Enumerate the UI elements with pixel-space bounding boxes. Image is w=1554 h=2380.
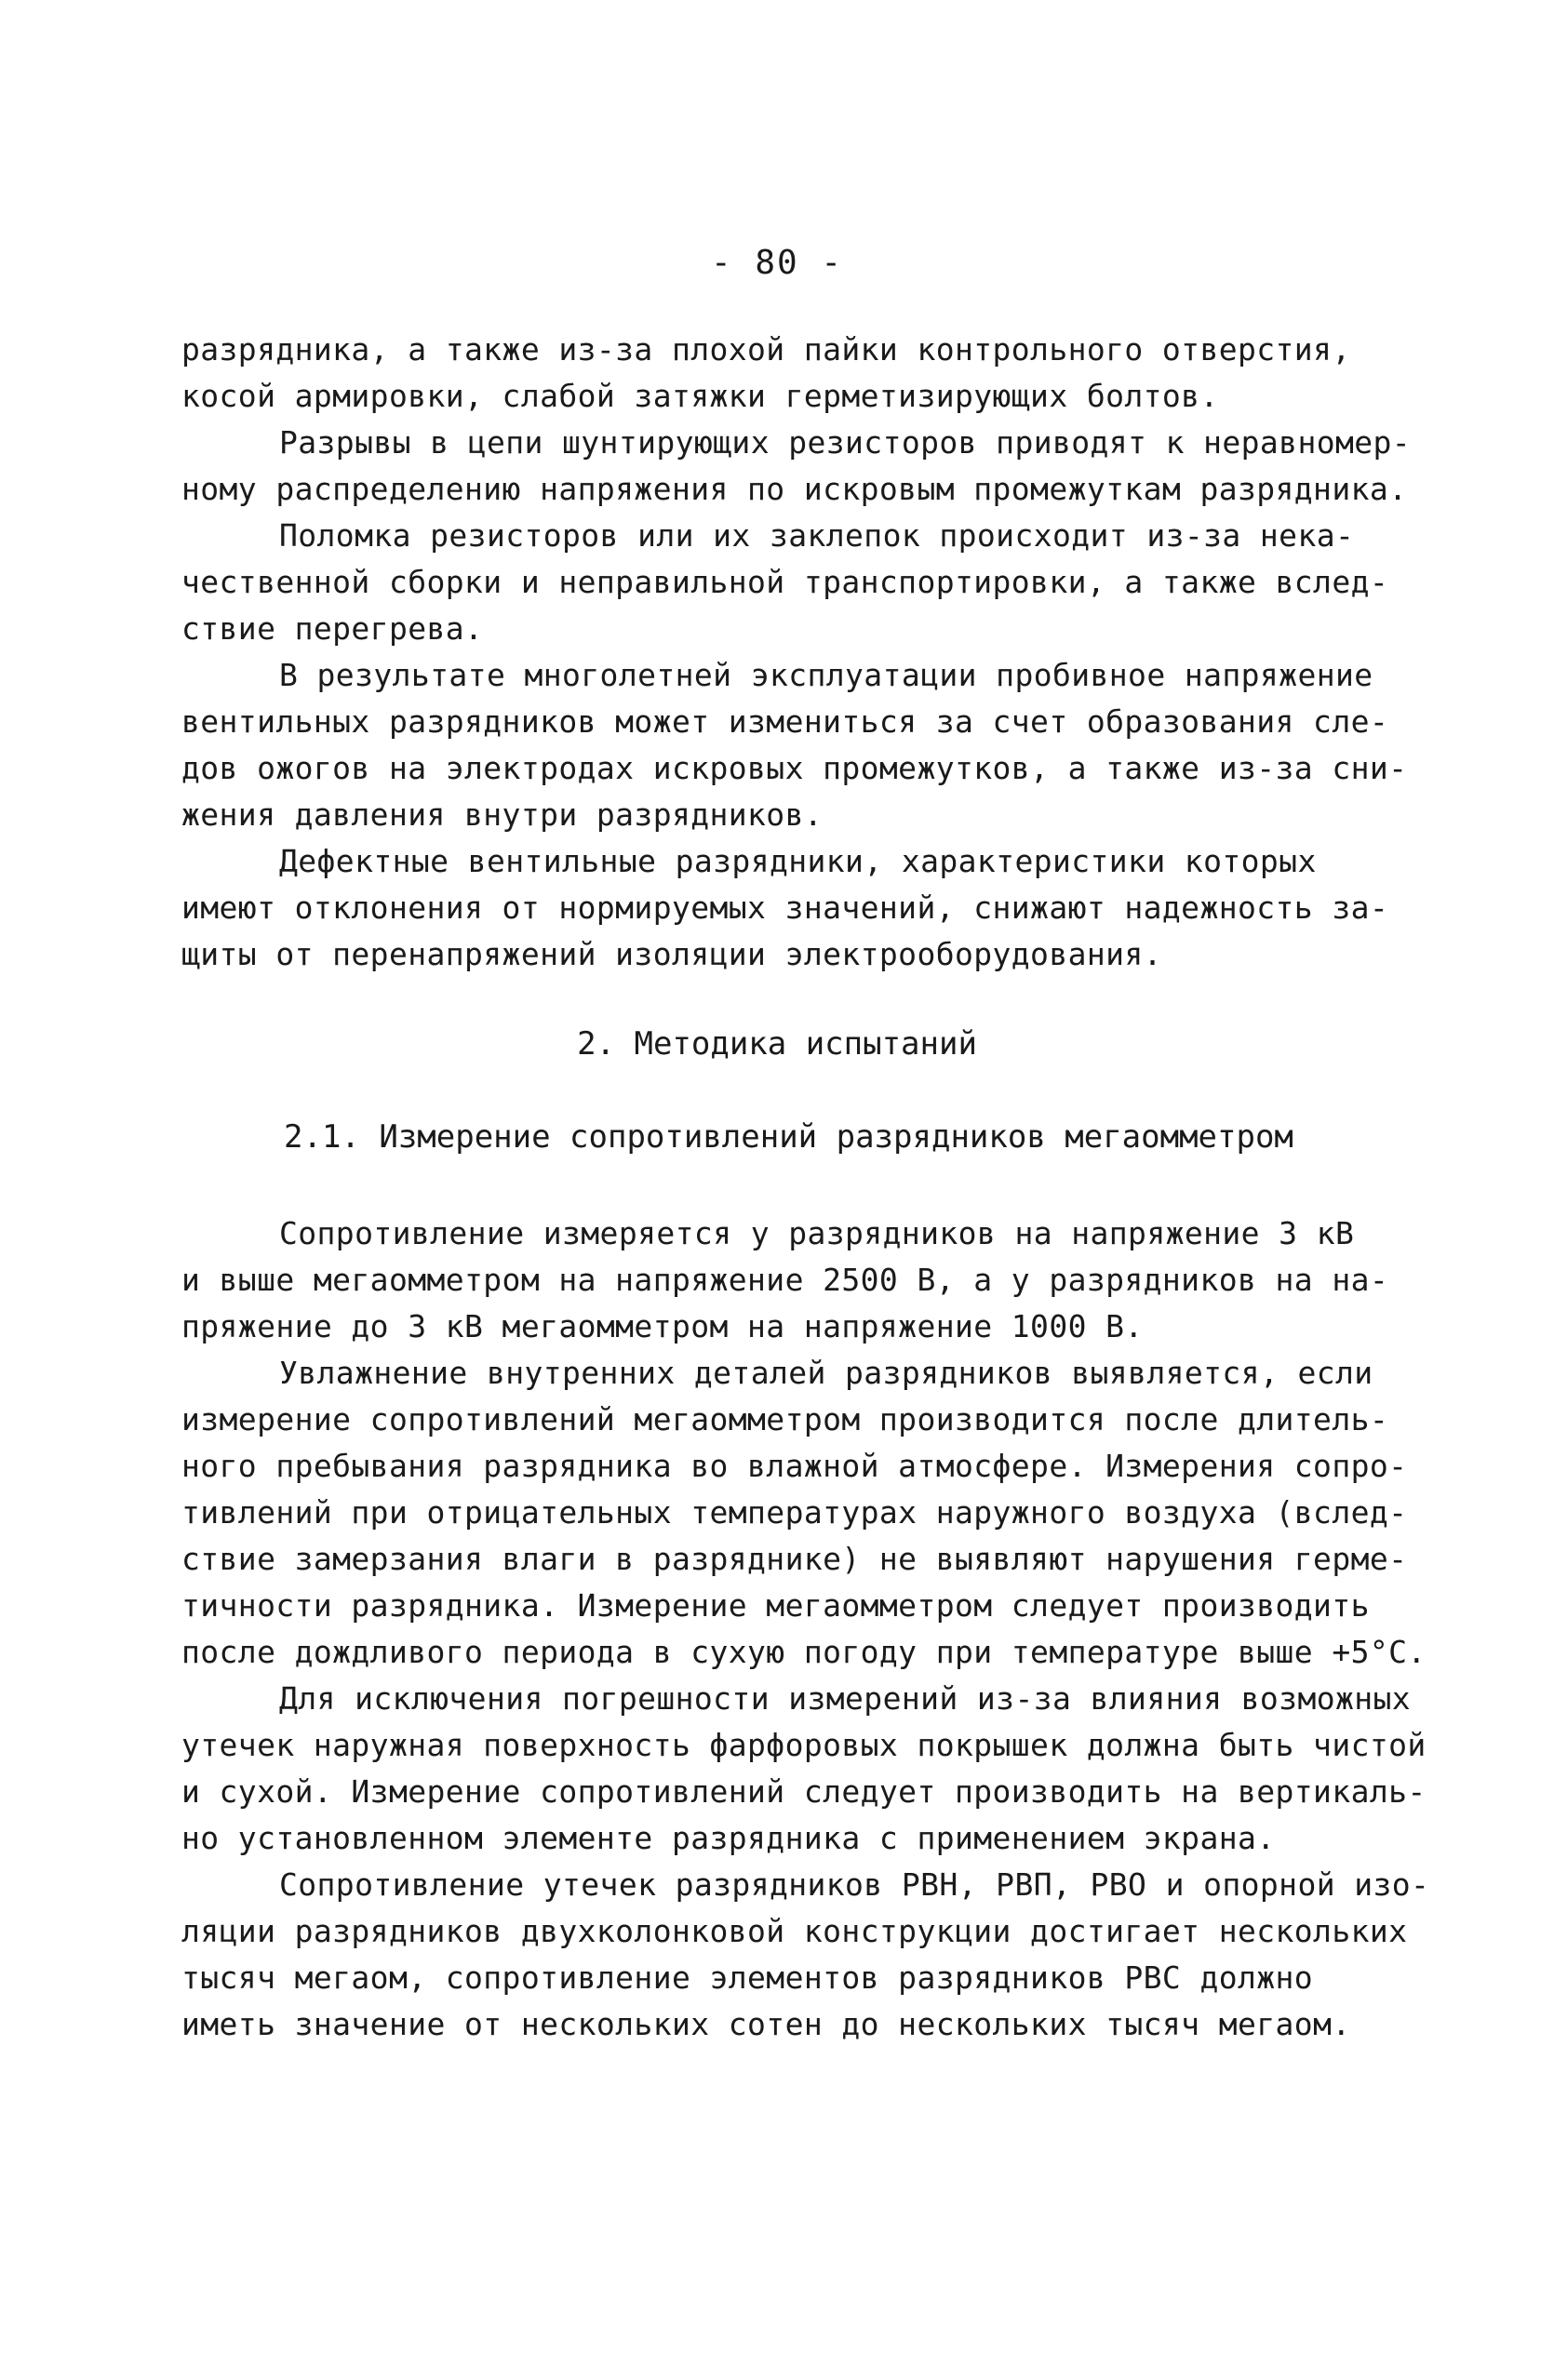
text-line: косой армировки, слабой затяжки герметизирующих болтов. [181, 378, 1219, 414]
text-line: имеют отклонения от нормируемых значений, снижают надежность за- [181, 889, 1389, 926]
text-line: Дефектные вентильные разрядники, характеристики которых [279, 843, 1317, 879]
text-line: утечек наружная поверхность фарфоровых покрышек должна быть чистой [181, 1727, 1427, 1763]
text-line: Разрывы в цепи шунтирующих резисторов приводят к неравномер- [279, 424, 1412, 461]
text-line: тичности разрядника. Измерение мегаомметром следует производить [181, 1587, 1370, 1624]
text-line: вентильных разрядников может измениться за счет образования сле- [181, 703, 1389, 740]
text-line: но установленном элементе разрядника с применением экрана. [181, 1820, 1276, 1856]
text-line: жения давления внутри разрядников. [181, 796, 824, 833]
text-line: иметь значение от нескольких сотен до нескольких тысяч мегаом. [181, 2006, 1351, 2042]
text-line: ствие перегрева. [181, 610, 484, 647]
text-line: щиты от перенапряжений изоляции электрооборудования. [181, 936, 1162, 972]
text-line: чественной сборки и неправильной транспортировки, а также вслед- [181, 564, 1389, 600]
text-line: тысяч мегаом, сопротивление элементов разрядников РВС должно [181, 1959, 1314, 1996]
section-heading: 2. Методика испытаний [577, 1025, 977, 1063]
text-line: пряжение до 3 кВ мегаомметром на напряжение 1000 В. [181, 1308, 1144, 1344]
text-line: разрядника, а также из-за плохой пайки контрольного отверстия, [181, 331, 1351, 368]
text-line: Сопротивление измеряется у разрядников на напряжение 3 кВ [279, 1215, 1355, 1251]
text-line: ного пребывания разрядника во влажной атмосфере. Измерения сопро- [181, 1448, 1408, 1484]
text-line: Увлажнение внутренних деталей разрядников выявляется, если [279, 1355, 1373, 1391]
text-line: и сухой. Измерение сопротивлений следует производить на вертикаль- [181, 1773, 1427, 1810]
page-number: - 80 - [710, 244, 844, 282]
text-line: Поломка резисторов или их заклепок происходит из-за нека- [279, 517, 1355, 554]
text-line: Сопротивление утечек разрядников РВН, РВП, РВО и опорной изо- [279, 1866, 1430, 1903]
text-line: ляции разрядников двухколонковой конструкции достигает нескольких [181, 1913, 1408, 1949]
text-line: ствие замерзания влаги в разряднике) не выявляют нарушения герме- [181, 1541, 1408, 1577]
text-line: измерение сопротивлений мегаомметром производится после длитель- [181, 1401, 1389, 1437]
text-line: тивлений при отрицательных температурах наружного воздуха (вслед- [181, 1494, 1408, 1531]
subsection-heading: 2.1. Измерение сопротивлений разрядников мегаомметром [284, 1118, 1293, 1156]
text-line: дов ожогов на электродах искровых промежутков, а также из-за сни- [181, 750, 1408, 786]
text-line: Для исключения погрешности измерений из-за влияния возможных [279, 1680, 1412, 1717]
text-line: после дождливого периода в сухую погоду при температуре выше +5°С. [181, 1634, 1427, 1670]
text-line: В результате многолетней эксплуатации пробивное напряжение [279, 657, 1373, 693]
text-line: ному распределению напряжения по искровым промежуткам разрядника. [181, 471, 1408, 507]
text-line: и выше мегаомметром на напряжение 2500 В, а у разрядников на на- [181, 1262, 1389, 1298]
